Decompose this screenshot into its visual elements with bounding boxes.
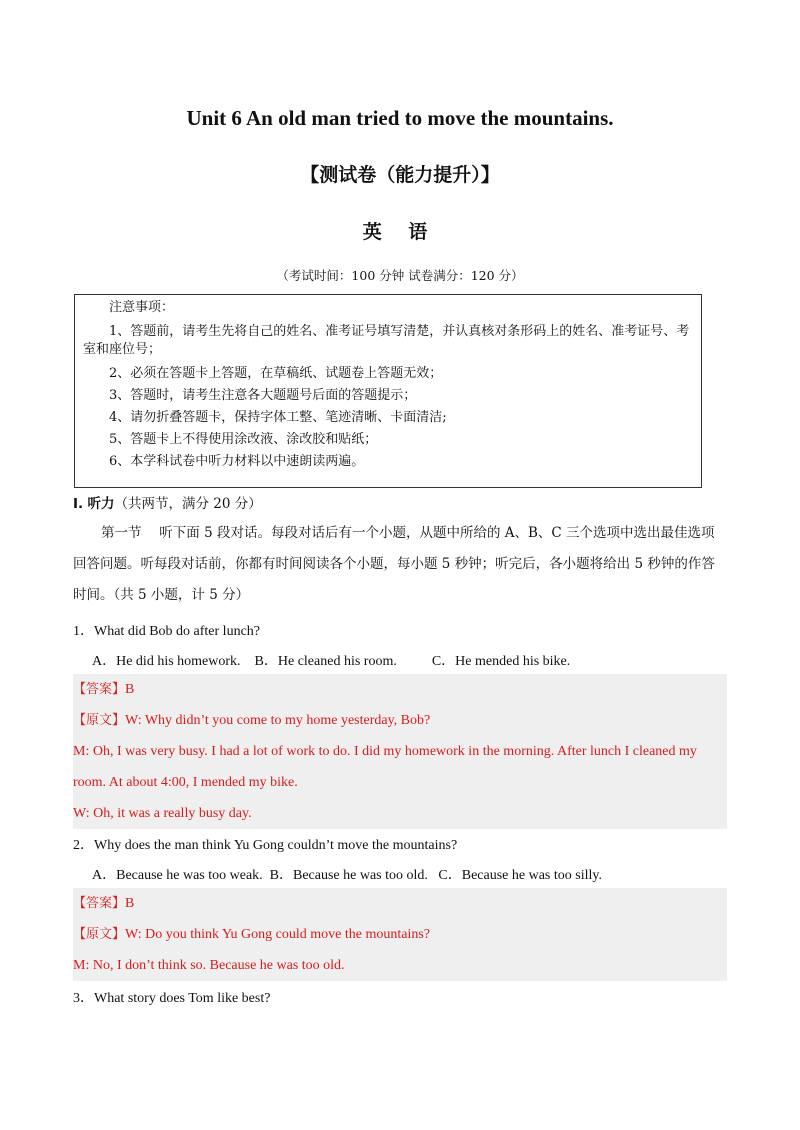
answer-line <box>73 888 727 919</box>
script-line: W: Oh, it was a really busy day. <box>73 806 252 821</box>
notice-item: 2、必须在答题卡上答题，在草稿纸、试题卷上答题无效； <box>109 366 443 381</box>
answer-line <box>73 674 727 705</box>
answer-block <box>73 888 727 981</box>
question-options: A．He did his homework. B．He cleaned his room. C．He mended his bike. <box>92 654 571 669</box>
section-name: 听力 <box>87 496 115 512</box>
script-line <box>73 919 727 950</box>
notice-item: 6、本学科试卷中听力材料以中速朗读两遍。 <box>109 454 365 469</box>
exam-info: （考试时间：100 分钟 试卷满分：120 分） <box>276 268 524 283</box>
script-line: M: Oh, I was very busy. I had a lot of work to do. I did my homework in the morning. After lunch I cleaned my <box>73 744 697 759</box>
subject-title: 英 语 <box>362 221 438 243</box>
script-line <box>73 705 727 736</box>
script-line: M: No, I don’t think so. Because he was too old. <box>73 958 345 973</box>
script-text: W: Do you think Yu Gong could move the mountains? <box>125 927 430 942</box>
notice-item: 3、答题时，请考生注意各大题题号后面的答题提示； <box>109 388 417 403</box>
section-desc: （共两节，满分 20 分） <box>114 496 262 512</box>
notice-item: 1、答题前，请考生先将自己的姓名、准考证号填写清楚，并认真核对条形码上的姓名、准考证号、考室和座位号； <box>83 324 690 357</box>
answer-tag: 【答案】 <box>73 682 126 697</box>
question-options: A．Because he was too weak. B．Because he was too old. C．Because he was too silly. <box>92 868 602 883</box>
answer-value: B <box>125 896 135 911</box>
question-stem: 1．What did Bob do after lunch? <box>73 624 261 639</box>
notice-item: 5、答题卡上不得使用涂改液、涂改胶和贴纸； <box>109 432 378 447</box>
script-text: W: Why didn’t you come to my home yesterday, Bob? <box>125 713 431 728</box>
question-stem: 2．Why does the man think Yu Gong couldn’t move the mountains? <box>73 838 458 853</box>
answer-block <box>73 674 727 829</box>
script-line: room. At about 4:00, I mended my bike. <box>73 775 298 790</box>
title-english: Unit 6 An old man tried to move the mountains. <box>186 106 614 130</box>
notice-box <box>74 294 702 488</box>
section-number: I. <box>73 496 84 512</box>
title-chinese: 【测试卷（能力提升）】 <box>300 164 500 186</box>
answer-tag: 【答案】 <box>73 896 126 911</box>
question-stem: 3．What story does Tom like best? <box>73 991 271 1006</box>
section-heading <box>73 492 262 512</box>
answer-value: B <box>125 682 135 697</box>
script-tag: 【原文】 <box>73 713 126 728</box>
part1-instructions: 第一节 听下面 5 段对话。每段对话后有一个小题，从题中所给的 A、B、C 三个选项中选出最佳选项回答问题。听每段对话前，你都有时间阅读各个小题，每小题 5 秒钟；听完后，各小题将给出 5 秒钟的作答时间。（共 5 小题，计 5 分） <box>73 525 715 603</box>
script-tag: 【原文】 <box>73 927 126 942</box>
notice-heading: 注意事项： <box>109 300 175 315</box>
notice-item: 4、请勿折叠答题卡，保持字体工整、笔迹清晰、卡面清洁; <box>109 410 447 425</box>
